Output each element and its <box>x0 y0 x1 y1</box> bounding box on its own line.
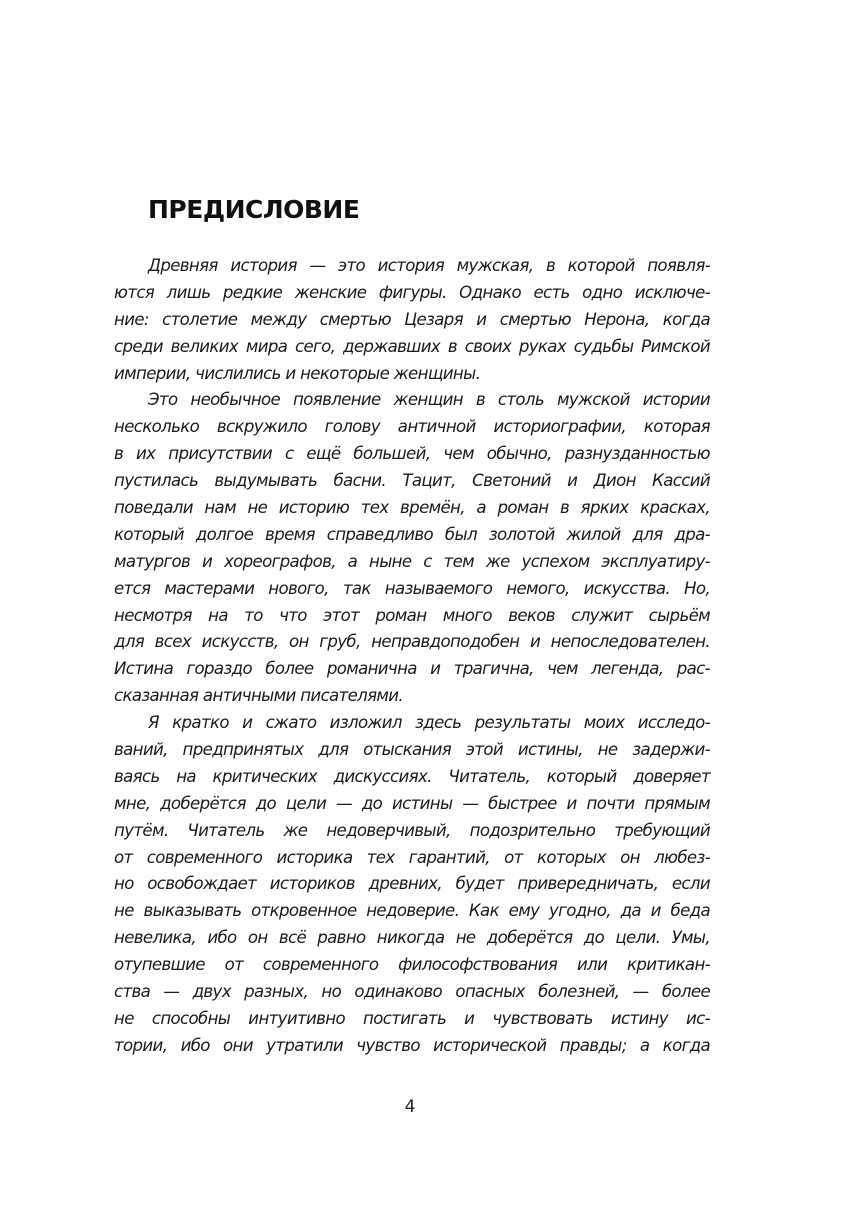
text-line: ется мастерами нового, так называемого немого, искусства. Но, <box>114 578 710 598</box>
text-line: матургов и хореографов, а ныне с тем же успехом эксплуатиру- <box>114 551 710 571</box>
text-line: империи, числились и некоторые женщины. <box>114 363 481 383</box>
text-line: не выказывать откровенное недоверие. Как ему угодно, да и беда <box>114 901 710 921</box>
text-line: ются лишь редкие женские фигуры. Однако есть одно исключе- <box>114 282 710 302</box>
text-line: Древняя история — это история мужская, в которой появля- <box>148 256 710 275</box>
body-text <box>114 253 710 1060</box>
chapter-heading: ПРЕДИСЛОВИЕ <box>148 195 360 224</box>
text-line: несмотря на то что этот роман много веков служит сырьём <box>114 605 710 625</box>
text-line: но освобождает историков древних, будет привередничать, если <box>114 874 710 894</box>
text-line: среди великих мира сего, державших в своих руках судьбы Римской <box>114 336 710 356</box>
page-number: 4 <box>404 1097 416 1117</box>
text-line: Истина гораздо более романична и трагична, чем легенда, рас- <box>114 659 710 679</box>
text-line: ства — двух разных, но одинаково опасных болезней, — более <box>114 982 710 1002</box>
text-line: для всех искусств, он груб, неправдоподобен и непоследователен. <box>114 632 710 652</box>
text-line: несколько вскружило голову античной историографии, которая <box>114 417 710 437</box>
text-line: тории, ибо они утратили чувство исторической правды; а когда <box>114 1035 710 1055</box>
text-line: который долгое время справедливо был золотой жилой для дра- <box>114 524 710 544</box>
text-line: невелика, ибо он всё равно никогда не доберётся до цели. Умы, <box>114 928 710 948</box>
text-line: сказанная античными писателями. <box>114 686 404 706</box>
text-line: Я кратко и сжато изложил здесь результаты моих исследо- <box>148 713 710 733</box>
text-line: пустилась выдумывать басни. Тацит, Светоний и Дион Кассий <box>114 471 710 491</box>
text-line: путём. Читатель же недоверчивый, подозрительно требующий <box>114 820 710 840</box>
text-line: поведали нам не историю тех времён, а роман в ярких красках, <box>114 498 710 518</box>
text-line: ние: столетие между смертью Цезаря и смертью Нерона, когда <box>114 309 710 329</box>
text-line: Это необычное появление женщин в столь мужской истории <box>148 390 710 410</box>
text-line: ваясь на критических дискуссиях. Читатель, который доверяет <box>114 766 710 786</box>
text-line: в их присутствии с ещё большей, чем обычно, разнузданностью <box>114 444 710 464</box>
text-line: не способны интуитивно постигать и чувствовать истину ис- <box>114 1008 710 1028</box>
text-line: от современного историка тех гарантий, от которых он любез- <box>114 847 710 867</box>
text-line: отупевшие от современного философствования или критикан- <box>114 955 710 975</box>
text-line: ваний, предпринятых для отыскания этой истины, не задержи- <box>114 740 710 760</box>
text-line: мне, доберётся до цели — до истины — быстрее и почти прямым <box>114 793 710 813</box>
